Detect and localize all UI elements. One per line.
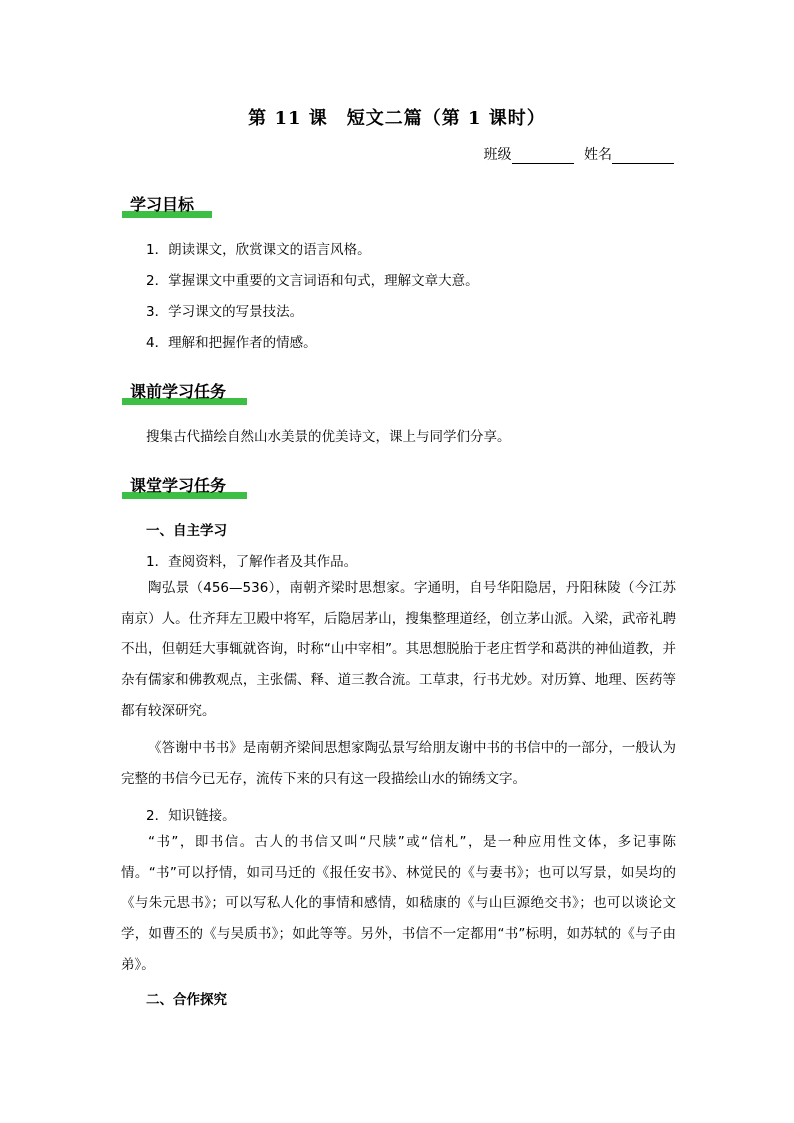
section-heading-label: 课堂学习任务: [130, 476, 227, 495]
name-label: 姓名: [584, 147, 612, 163]
goal-item: 4．理解和把握作者的情感。: [146, 335, 317, 351]
class-name-line: [484, 144, 674, 164]
page-title: 第 11 课 短文二篇（第 1 课时）: [248, 108, 546, 129]
text-intro-paragraph: 《答谢中书书》是南朝齐梁间思想家陶弘景写给朋友谢中书的书信中的一部分，一般认为完整的书信今已无存，流传下来的只有这一段描绘山水的锦绣文字。: [121, 740, 676, 787]
goal-item: 2．掌握课文中重要的文言词语和句式，理解文章大意。: [146, 273, 479, 289]
name-blank: [612, 149, 674, 164]
section-heading-goals: [122, 192, 194, 218]
step-heading: 2．知识链接。: [146, 808, 236, 824]
section-heading-preclass: [122, 379, 226, 405]
class-blank: [512, 149, 574, 164]
class-label: 班级: [483, 147, 512, 163]
preclass-task-text: 搜集古代描绘自然山水美景的优美诗文，课上与同学们分享。: [146, 429, 511, 445]
subsection-heading: 一、自主学习: [146, 523, 227, 539]
goal-item: 1．朗读课文，欣赏课文的语言风格。: [146, 242, 371, 258]
author-intro-paragraph: 陶弘景（456—536），南朝齐梁时思想家。字通明，自号华阳隐居，丹阳秣陵（今江苏南京）人。仕齐拜左卫殿中将军，后隐居茅山，搜集整理道经，创立茅山派。入梁，武帝礼聘不出，但朝廷大事辄就咨询，时称“山中宰相”。其思想脱胎于老庄哲学和葛洪的神仙道教，并杂有儒家和佛教观点，主张儒、释、道三教合流。工草隶，行书尤妙。对历算、地理、医药等都有较深研究。: [121, 580, 676, 719]
knowledge-link-paragraph: “书”，即书信。古人的书信又叫“尺牍”或“信札”，是一种应用性文体，多记事陈情。“书”可以抒情，如司马迁的《报任安书》、林觉民的《与妻书》；也可以写景，如吴均的《与朱元思书》；可以写私人化的事情和感情，如嵇康的《与山巨源绝交书》；也可以谈论文学，如曹丕的《与吴质书》；如此等等。另外，书信不一定都用“书”标明，如苏轼的《与子由弟》。: [121, 834, 676, 973]
subsection-heading: 二、合作探究: [146, 992, 227, 1008]
goal-item: 3．学习课文的写景技法。: [146, 304, 304, 320]
section-heading-label: 学习目标: [130, 195, 195, 214]
section-heading-label: 课前学习任务: [130, 382, 227, 401]
step-heading: 1．查阅资料，了解作者及其作品。: [146, 554, 358, 570]
section-heading-inclass: [122, 473, 226, 499]
